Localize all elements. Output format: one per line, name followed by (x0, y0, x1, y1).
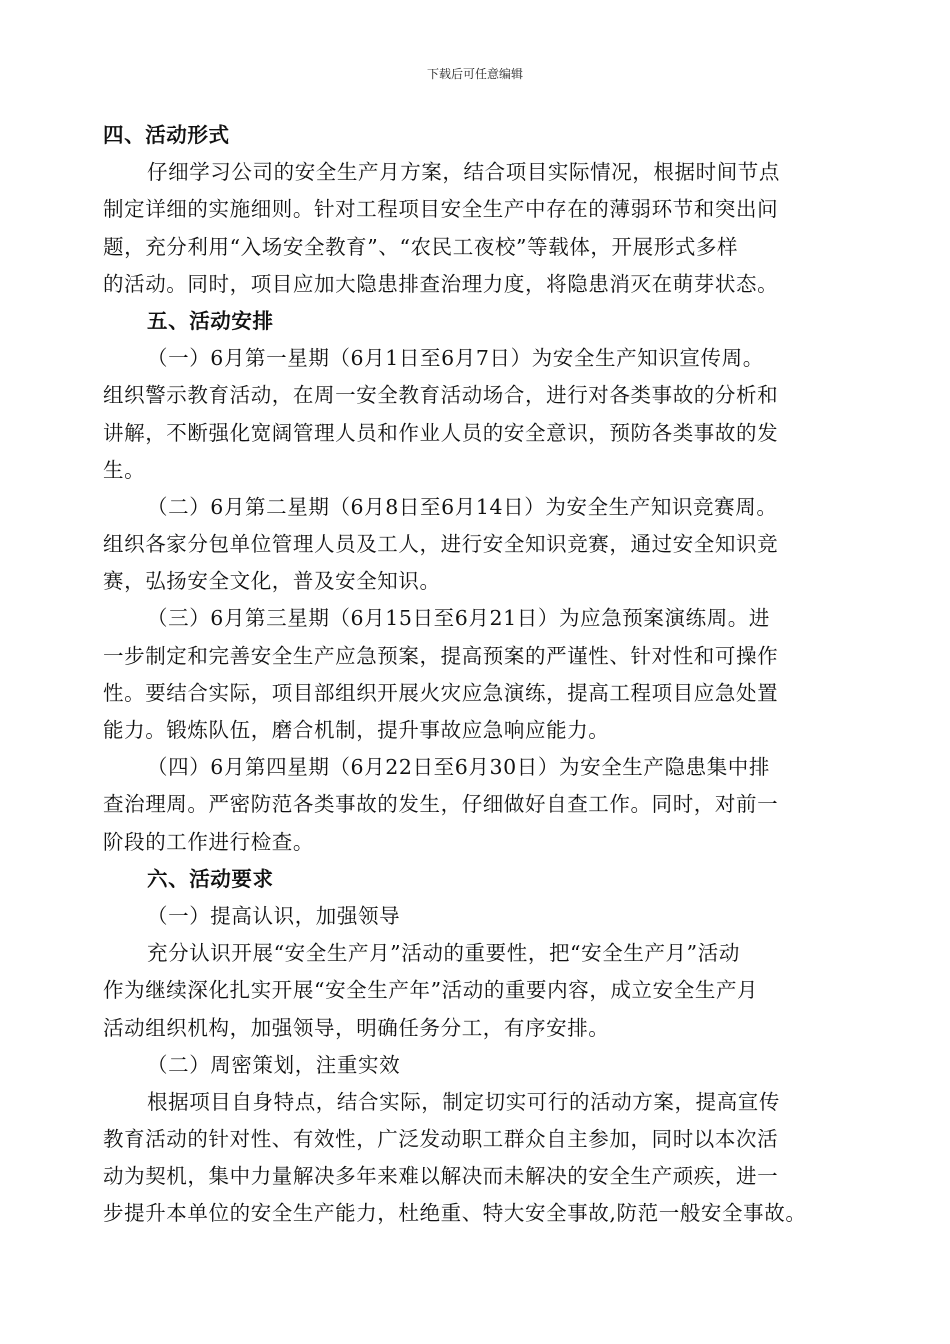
paragraph-line: 性。要结合实际，项目部组织开展火灾应急演练，提高工程项目应急处置 (103, 680, 779, 705)
paragraph-line: 教育活动的针对性、有效性，广泛发动职工群众自主参加，同时以本次活 (103, 1127, 779, 1152)
paragraph-line: 讲解，不断强化宽阔管理人员和作业人员的安全意识，预防各类事故的发 (103, 420, 779, 445)
paragraph-line: 制定详细的实施细则。针对工程项目安全生产中存在的薄弱环节和突出问 (103, 197, 779, 222)
page-header-note: 下载后可任意编辑 (426, 67, 523, 81)
paragraph-line: 作为继续深化扎实开展“安全生产年”活动的重要内容，成立安全生产月 (103, 978, 759, 1003)
section-heading: 六、活动要求 (147, 866, 274, 891)
section-heading: 五、活动安排 (147, 308, 274, 333)
paragraph-line: 的活动。同时，项目应加大隐患排查治理力度，将隐患消灭在萌芽状态。 (103, 271, 779, 296)
paragraph-line: 生。 (103, 457, 146, 482)
paragraph-line: （二）6月第二星期（6月8日至6月14日）为安全生产知识竞赛周。 (147, 494, 778, 519)
section-heading: 四、活动形式 (103, 123, 230, 147)
paragraph-line: 能力。锻炼队伍，磨合机制，提升事故应急响应能力。 (103, 718, 610, 742)
paragraph-line: （一）6月第一星期（6月1日至6月7日）为安全生产知识宣传周。 (147, 346, 764, 371)
paragraph-line: 仔细学习公司的安全生产月方案，结合项目实际情况，根据时间节点 (147, 160, 780, 185)
paragraph-line: 充分认识开展“安全生产月”活动的重要性，把“安全生产月”活动 (147, 941, 740, 966)
paragraph-line: 动为契机，集中力量解决多年来难以解决而未解决的安全生产顽疾，进一 (103, 1164, 779, 1189)
paragraph-line: 根据项目自身特点，结合实际，制定切实可行的活动方案，提高宣传 (147, 1089, 780, 1114)
document-body (103, 117, 843, 1233)
paragraph-line: 组织各家分包单位管理人员及工人，进行安全知识竞赛，通过安全知识竞 (103, 532, 779, 557)
paragraph-line: （二）周密策划，注重实效 (147, 1052, 401, 1077)
paragraph-line: 阶段的工作进行检查。 (103, 829, 314, 854)
paragraph-line: 组织警示教育活动，在周一安全教育活动场合，进行对各类事故的分析和 (103, 383, 779, 408)
paragraph-line: 步提升本单位的安全生产能力，杜绝重、特大安全事故,防范一般安全事故。 (103, 1201, 807, 1226)
paragraph-line: 赛，弘扬安全文化，普及安全知识。 (103, 569, 441, 594)
paragraph-line: 查治理周。严密防范各类事故的发生，仔细做好自查工作。同时，对前一 (103, 792, 779, 817)
paragraph-line: 一步制定和完善安全生产应急预案，提高预案的严谨性、针对性和可操作 (103, 643, 779, 668)
paragraph-line: （一）提高认识，加强领导 (147, 903, 401, 928)
paragraph-line: （四）6月第四星期（6月22日至6月30日）为安全生产隐患集中排 (147, 755, 770, 780)
paragraph-line: 活动组织机构，加强领导，明确任务分工，有序安排。 (103, 1015, 610, 1040)
paragraph-line: （三）6月第三星期（6月15日至6月21日）为应急预案演练周。进 (147, 606, 770, 631)
paragraph-line: 题，充分利用“入场安全教育”、“农民工夜校”等载体，开展形式多样 (103, 234, 739, 259)
